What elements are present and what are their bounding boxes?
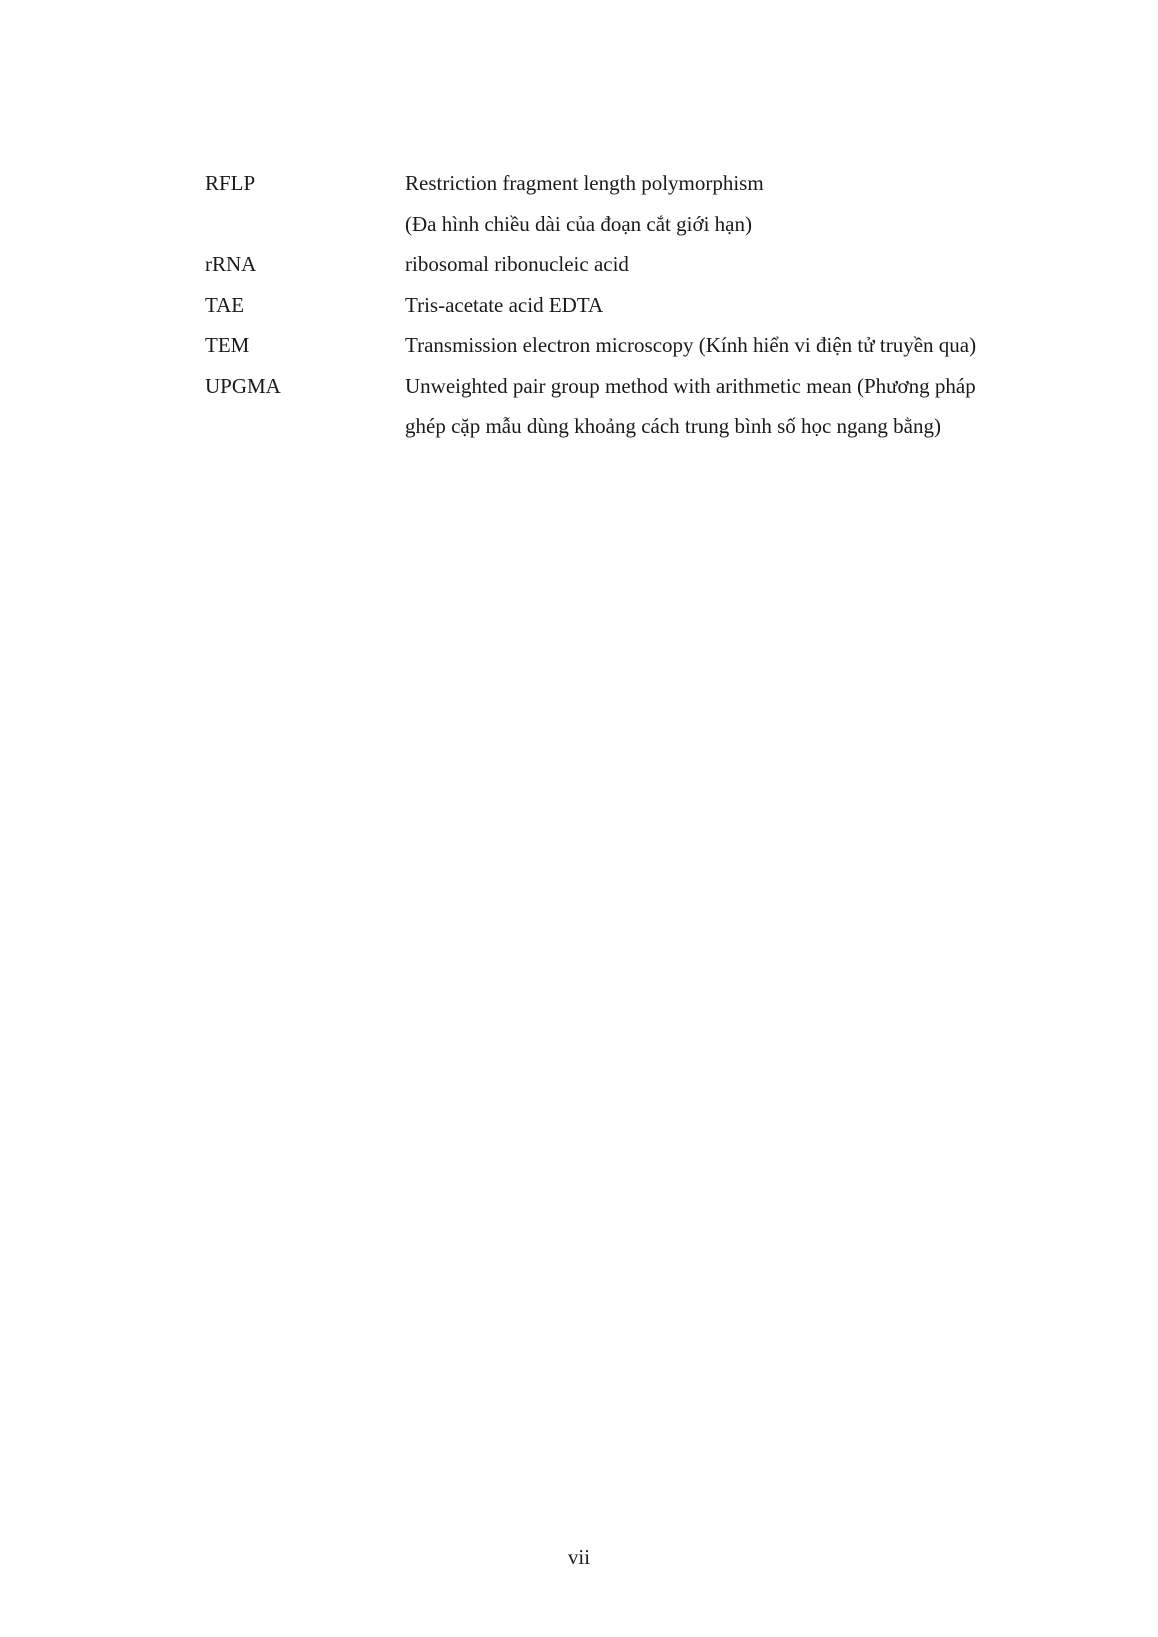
definition-line: Tris-acetate acid EDTA	[405, 292, 604, 317]
abbreviation-definition	[405, 163, 1035, 244]
abbreviation-term: RFLP	[205, 171, 256, 195]
definition-line: (Đa hình chiều dài của đoạn cắt giới hạn)	[405, 211, 752, 236]
abbreviation-term: TEM	[205, 333, 250, 357]
definition-line: ghép cặp mẫu dùng khoảng cách trung bình số học ngang bằng)	[405, 414, 941, 438]
abbreviation-row-upgma	[205, 366, 1035, 447]
abbreviation-list	[205, 163, 1035, 447]
abbreviation-row-rrna	[205, 244, 1035, 285]
definition-line: Restriction fragment length polymorphism	[405, 171, 764, 195]
page-number: vii	[567, 1545, 591, 1569]
abbreviation-row-tem	[205, 325, 1035, 366]
abbreviation-row-rflp	[205, 163, 1035, 244]
abbreviation-definition	[405, 285, 1035, 326]
abbreviation-term: rRNA	[205, 252, 257, 276]
definition-line: Transmission electron microscopy (Kính hiển vi điện tử truyền qua)	[405, 333, 977, 357]
abbreviation-definition	[405, 325, 1035, 366]
definition-line: Unweighted pair group method with arithmetic mean (Phương pháp	[405, 373, 976, 398]
abbreviation-term: TAE	[205, 292, 245, 317]
abbreviation-row-tae	[205, 285, 1035, 326]
abbreviation-term: UPGMA	[205, 373, 281, 398]
abbreviation-definition	[405, 244, 1035, 285]
abbreviation-definition	[405, 366, 1035, 447]
definition-line: ribosomal ribonucleic acid	[405, 252, 629, 276]
